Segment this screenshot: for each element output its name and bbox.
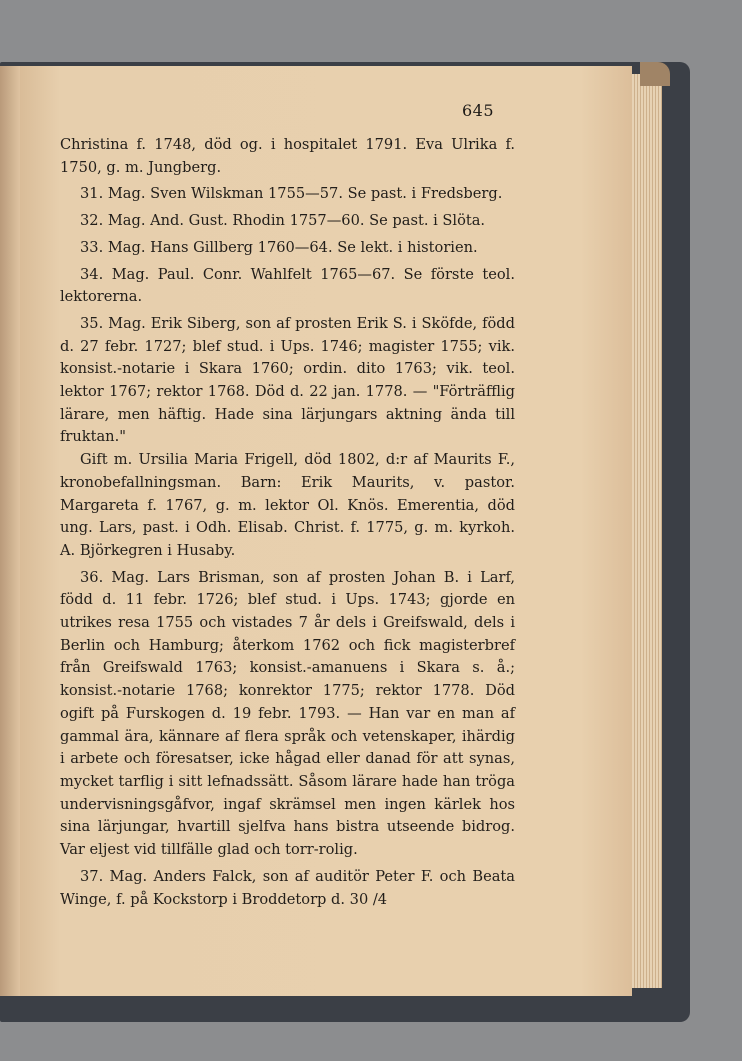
paragraph: 37. Mag. Anders Falck, son af auditör Peter F. och Beata Winge, f. på Kockstorp i Broddetorp d. 30 /4 xyxy=(60,867,515,908)
left-page-edge xyxy=(0,66,22,996)
page-edges xyxy=(632,74,662,988)
paragraph: 36. Mag. Lars Brisman, son af prosten Johan B. i Larf, född d. 11 febr. 1726; blef stud. i Ups. 1743; gjorde en utrikes resa 1755 och vistades 7 år dels i Greifswald, dels i Berlin och Hamburg; återkom 1762 och fick magisterbref från Greifswald 1763; konsist.-amanuens i Skara s. å.; konsist.-notarie 1768; konrektor 1775; rektor 1778. Död ogift på Furskogen d. 19 febr. 1793. — Han var en man af gammal ära, kännare af flera språk och vetenskaper, ihärdig i arbete och föresatser, icke hågad eller danad för att synas, mycket tarflig i sitt lefnadssätt. Såsom lärare hade han tröga undervisningsgåfvor, ingaf skrämsel men ingen kärlek hos sina lärjungar, hvartill sjelfva hans bistra utseende bidrog. Var eljest vid tillfälle glad och torr-rolig. xyxy=(60,568,515,859)
paragraph: 32. Mag. And. Gust. Rhodin 1757—60. Se past. i Slöta. xyxy=(80,212,486,230)
paragraph: 34. Mag. Paul. Conr. Wahlfelt 1765—67. Se förste teol. lektorerna. xyxy=(60,265,515,306)
page-text xyxy=(60,134,515,911)
paragraph: 33. Mag. Hans Gillberg 1760—64. Se lekt. i historien. xyxy=(80,238,478,256)
paragraph: 35. Mag. Erik Siberg, son af prosten Erik S. i Sköfde, född d. 27 febr. 1727; blef stud. i Ups. 1746; magister 1755; vik. konsist.-notarie i Skara 1760; ordin. dito 1763; vik. teol. lektor 1767; rektor 1768. Död d. 22 jan. 1778. — "Förträfflig lärare, men häftig. Hade sina lärjungars aktning ända till fruktan." xyxy=(60,314,515,446)
cover-corner xyxy=(640,62,670,86)
paragraph: Gift m. Ursilia Maria Frigell, död 1802, d:r af Maurits F., kronobefallningsman. Barn: Erik Maurits, v. pastor. Margareta f. 1767, g. m. lektor Ol. Knös. Emerentia, död ung. Lars, past. i Odh. Elisab. Christ. f. 1775, g. m. kyrkoh. A. Björkegren i Husaby. xyxy=(60,451,515,559)
page-number: 645 xyxy=(462,101,495,120)
paragraph: 31. Mag. Sven Wilskman 1755—57. Se past. i Fredsberg. xyxy=(80,185,503,203)
paragraph: Christina f. 1748, död og. i hospitalet 1791. Eva Ulrika f. 1750, g. m. Jungberg. xyxy=(60,136,515,176)
